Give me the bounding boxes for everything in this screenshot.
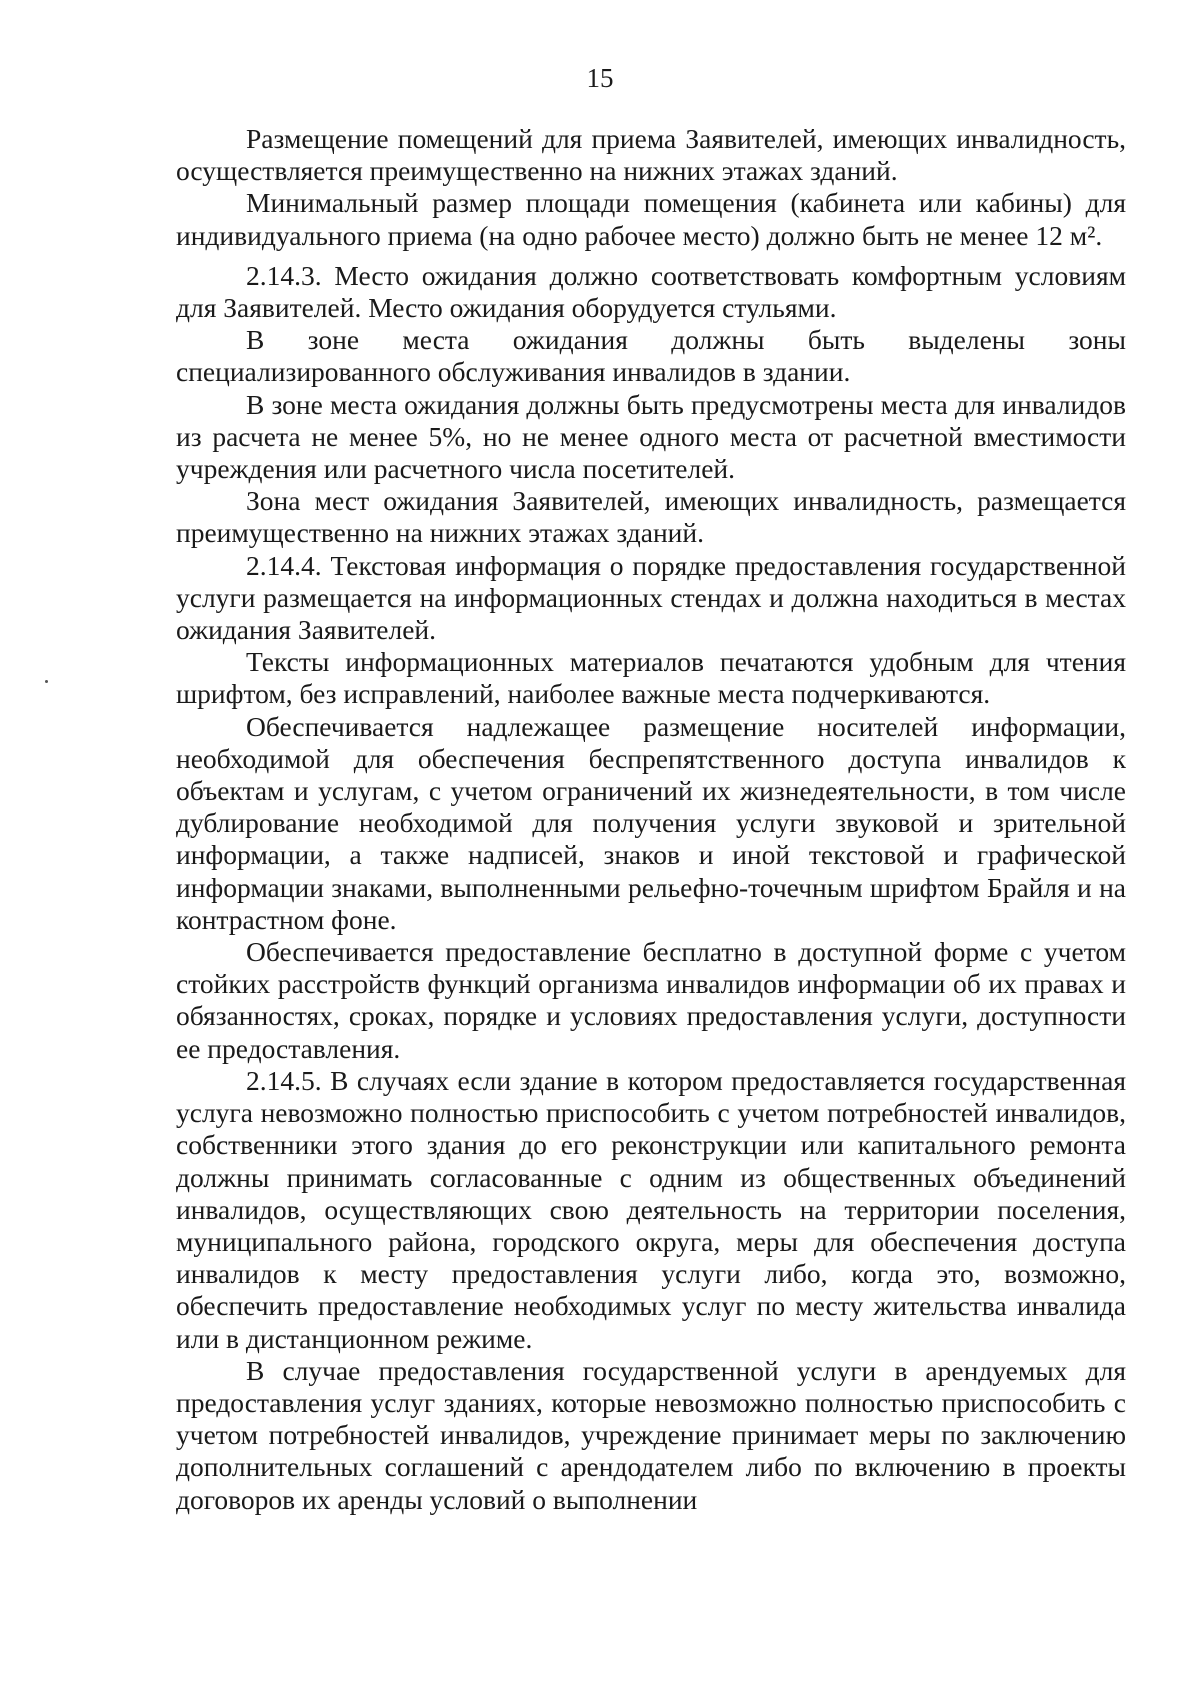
paragraph-min-area: Минимальный размер площади помещения (кабинета или кабины) для индивидуального приема (на одно рабочее место) должно быть не менее 12 м². (176, 187, 1126, 251)
paragraph-2-14-3: 2.14.3. Место ожидания должно соответствовать комфортным условиям для Заявителей. Место ожидания оборудуется стульями. (176, 259, 1126, 324)
paragraph-2-14-4: 2.14.4. Текстовая информация о порядке предоставления государственной услуги размещается на информационных стендах и должна находиться в местах ожидания Заявителей. (176, 549, 1126, 646)
paragraph-leased-buildings: В случае предоставления государственной услуги в арендуемых для предоставления услуг зданиях, которые невозможно полностью приспособить с учетом потребностей инвалидов, учреждение принимает меры по заключению дополнительных соглашений с арендодателем либо по включению в проекты договоров их аренды условий о выполнении (176, 1354, 1126, 1515)
paragraph-placement: Размещение помещений для приема Заявителей, имеющих инвалидность, осуществляется преимущественно на нижних этажах зданий. (176, 123, 1126, 187)
scan-speck (45, 680, 48, 683)
paragraph-free-info: Обеспечивается предоставление бесплатно в доступной форме с учетом стойких расстройств функций организма инвалидов информации об их правах и обязанностях, сроках, порядке и условиях предоставления услуги, доступности ее предоставления. (176, 936, 1126, 1064)
document-body (176, 123, 1126, 1516)
page-number: 15 (586, 63, 614, 93)
paragraph-disabled-seats: В зоне места ожидания должны быть предусмотрены места для инвалидов из расчета не менее 5%, но не менее одного места от расчетной вместимости учреждения или расчетного числа посетителей. (176, 388, 1126, 485)
paragraph-text-materials: Тексты информационных материалов печатаются удобным для чтения шрифтом, без исправлений, наиболее важные места подчеркиваются. (176, 646, 1126, 710)
paragraph-2-14-5: 2.14.5. В случаях если здание в котором предоставляется государственная услуга невозможно полностью приспособить с учетом потребностей инвалидов, собственники этого здания до его реконструкции или капитального ремонта должны принимать согласованные с одним из общественных объединений инвалидов, осуществляющих свою деятельность на территории поселения, муниципального района, городского округа, меры для обеспечения доступа инвалидов к месту предоставления услуги либо, когда это, возможно, обеспечить предоставление необходимых услуг по месту жительства инвалида или в дистанционном режиме. (176, 1064, 1126, 1354)
paragraph-info-carriers: Обеспечивается надлежащее размещение носителей информации, необходимой для обеспечения беспрепятственного доступа инвалидов к объектам и услугам, с учетом ограничений их жизнедеятельности, в том числе дублирование необходимой для получения услуги звуковой и зрительной информации, а также надписей, знаков и иной текстовой и графической информации знаками, выполненными рельефно-точечным шрифтом Брайля и на контрастном фоне. (176, 710, 1126, 935)
paragraph-waiting-zone: В зоне места ожидания должны быть выделены зоны специализированного обслуживания инвалидов в здании. (176, 324, 1126, 388)
paragraph-waiting-area-floors: Зона мест ожидания Заявителей, имеющих инвалидность, размещается преимущественно на нижних этажах зданий. (176, 485, 1126, 549)
